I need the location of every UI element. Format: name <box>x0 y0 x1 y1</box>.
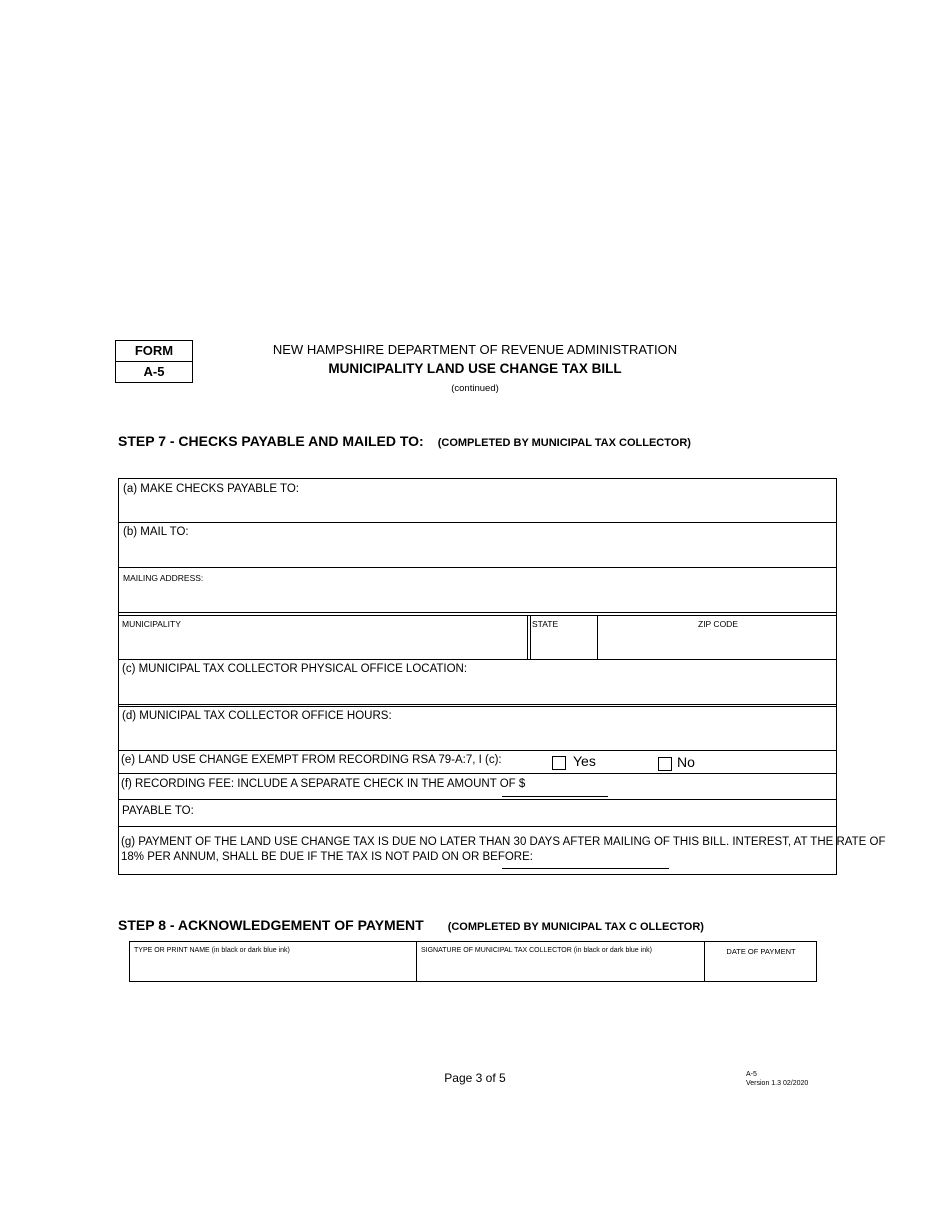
municipality-label: MUNICIPALITY <box>122 619 181 629</box>
payable-to-label: PAYABLE TO: <box>122 805 194 817</box>
divider <box>597 615 598 659</box>
divider <box>118 522 837 523</box>
divider <box>527 615 531 659</box>
mail-to-label: (b) MAIL TO: <box>123 526 189 538</box>
form-number-box <box>115 340 193 383</box>
step7-table <box>118 478 837 875</box>
zip-code-label: ZIP CODE <box>698 619 738 629</box>
footer-form-code: A-5 <box>746 1071 757 1078</box>
divider <box>118 659 837 660</box>
step7-subtitle: (COMPLETED BY MUNICIPAL TAX COLLECTOR) <box>437 437 691 449</box>
step8-heading <box>118 917 704 933</box>
page-number: Page 3 of 5 <box>444 1071 506 1085</box>
version-info <box>746 1070 808 1088</box>
step8-subtitle: (COMPLETED BY MUNICIPAL TAX C OLLECTOR) <box>447 921 704 933</box>
divider <box>118 826 837 827</box>
due-date-line[interactable] <box>502 868 669 869</box>
department-name: NEW HAMPSHIRE DEPARTMENT OF REVENUE ADMINISTRATION <box>272 342 678 357</box>
step7-title: STEP 7 - CHECKS PAYABLE AND MAILED TO: <box>118 433 424 449</box>
continued-note: (continued) <box>451 383 499 394</box>
page-title: MUNICIPALITY LAND USE CHANGE TAX BILL <box>328 361 622 376</box>
recording-fee-amount-line[interactable] <box>502 796 608 797</box>
step7-heading <box>118 433 691 449</box>
no-label: No <box>677 754 695 770</box>
divider <box>118 615 837 616</box>
divider <box>118 704 837 705</box>
yes-checkbox[interactable] <box>552 756 566 770</box>
divider <box>118 567 837 568</box>
step8-title: STEP 8 - ACKNOWLEDGEMENT OF PAYMENT <box>118 917 424 933</box>
make-checks-payable-label: (a) MAKE CHECKS PAYABLE TO: <box>123 483 299 495</box>
date-of-payment-label: DATE OF PAYMENT <box>726 947 796 956</box>
footer-version: Version 1.3 02/2020 <box>746 1080 809 1087</box>
state-label: STATE <box>532 619 559 629</box>
exempt-recording-label: (e) LAND USE CHANGE EXEMPT FROM RECORDING RSA 79-A:7, I (c): <box>121 754 502 766</box>
form-label: FORM <box>116 341 192 362</box>
mailing-address-label: MAILING ADDRESS: <box>123 573 204 583</box>
yes-label: Yes <box>573 753 596 769</box>
divider <box>118 773 837 774</box>
no-checkbox[interactable] <box>658 757 672 771</box>
form-number: A-5 <box>143 364 165 379</box>
divider <box>118 750 837 751</box>
print-name-field-label: TYPE OR PRINT NAME (in black or dark blue ink) <box>134 947 290 954</box>
divider <box>118 612 837 613</box>
divider <box>118 706 837 707</box>
payment-due-text-line1: (g) PAYMENT OF THE LAND USE CHANGE TAX IS DUE NO LATER THAN 30 DAYS AFTER MAILING OF THIS BILL. INTEREST, AT THE RATE OF <box>121 836 886 848</box>
payment-due-text-line2: 18% PER ANNUM, SHALL BE DUE IF THE TAX IS NOT PAID ON OR BEFORE: <box>121 851 533 863</box>
signature-field-label: SIGNATURE OF MUNICIPAL TAX COLLECTOR (in black or dark blue ink) <box>421 947 652 954</box>
divider <box>118 799 837 800</box>
office-hours-label: (d) MUNICIPAL TAX COLLECTOR OFFICE HOURS: <box>122 710 392 722</box>
office-location-label: (c) MUNICIPAL TAX COLLECTOR PHYSICAL OFFICE LOCATION: <box>122 663 468 675</box>
recording-fee-label: (f) RECORDING FEE: INCLUDE A SEPARATE CHECK IN THE AMOUNT OF $ <box>121 778 526 790</box>
divider <box>416 941 417 982</box>
